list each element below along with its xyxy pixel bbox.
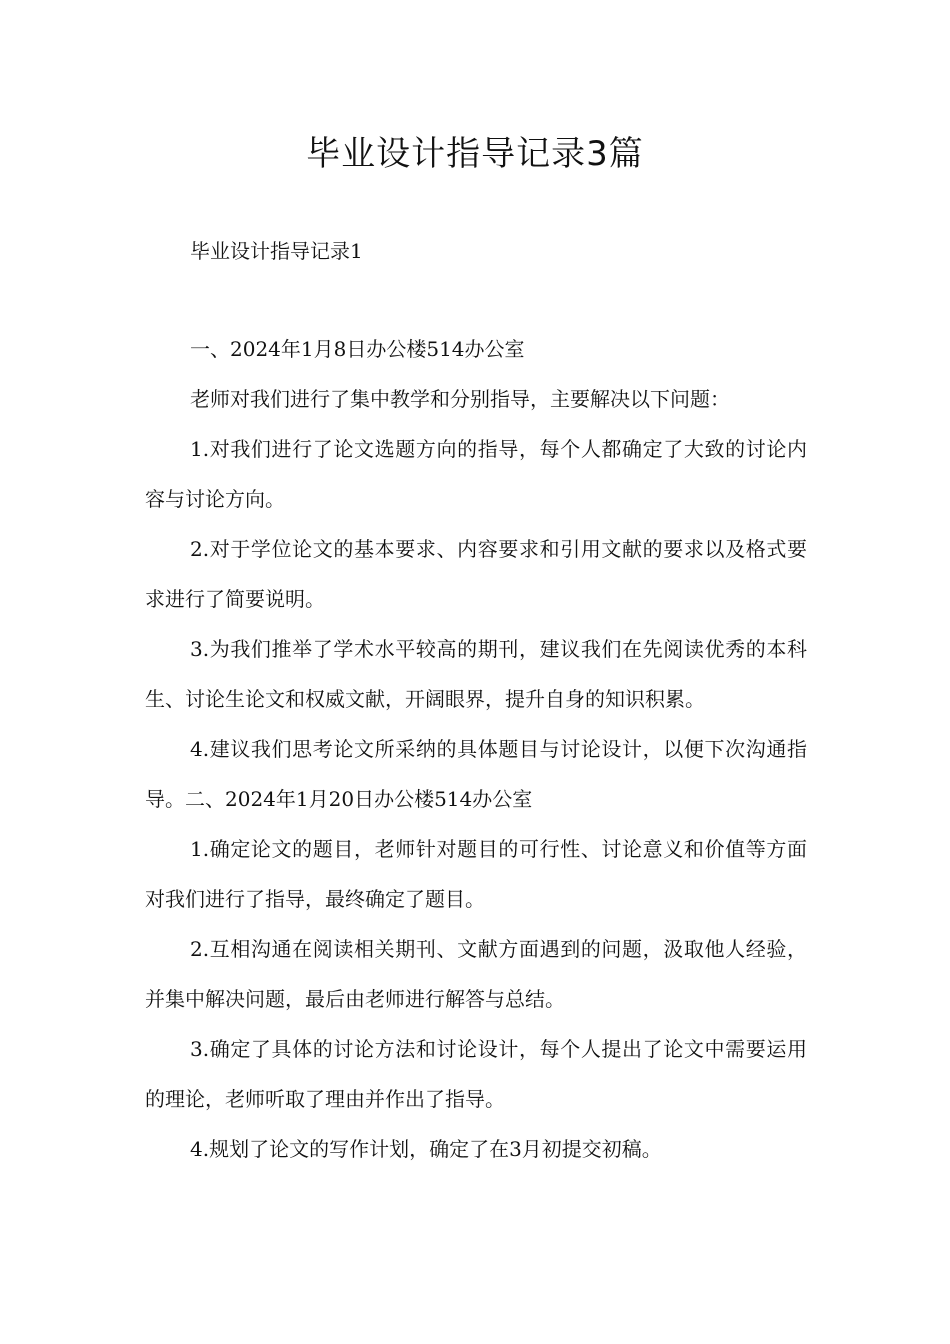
paragraph-4: 2.对于学位论文的基本要求、内容要求和引用文献的要求以及格式要求进行了简要说明。 (145, 537, 807, 611)
section-subtitle: 毕业设计指导记录1 (190, 239, 363, 263)
paragraph-2: 老师对我们进行了集中教学和分别指导，主要解决以下问题： (190, 387, 730, 411)
paragraph-3: 1.对我们进行了论文选题方向的指导，每个人都确定了大致的讨论内容与讨论方向。 (145, 437, 807, 511)
document-body (145, 226, 807, 1174)
paragraph-9: 3.确定了具体的讨论方法和讨论设计，每个人提出了论文中需要运用的理论，老师听取了理由并作出了指导。 (145, 1037, 807, 1111)
paragraph-1: 一、2024年1月8日办公楼514办公室 (190, 337, 525, 361)
paragraph-10: 4.规划了论文的写作计划，确定了在3月初提交初稿。 (190, 1137, 662, 1161)
document-title: 毕业设计指导记录3篇 (306, 134, 644, 174)
paragraph-6: 4.建议我们思考论文所采纳的具体题目与讨论设计，以便下次沟通指导。二、2024年1月20日办公楼514办公室 (145, 737, 807, 811)
paragraph-7: 1.确定论文的题目，老师针对题目的可行性、讨论意义和价值等方面对我们进行了指导，最终确定了题目。 (145, 837, 807, 911)
paragraph-8: 2.互相沟通在阅读相关期刊、文献方面遇到的问题，汲取他人经验，并集中解决问题，最后由老师进行解答与总结。 (145, 937, 807, 1011)
paragraph-5: 3.为我们推举了学术水平较高的期刊，建议我们在先阅读优秀的本科生、讨论生论文和权威文献，开阔眼界，提升自身的知识积累。 (145, 637, 807, 711)
